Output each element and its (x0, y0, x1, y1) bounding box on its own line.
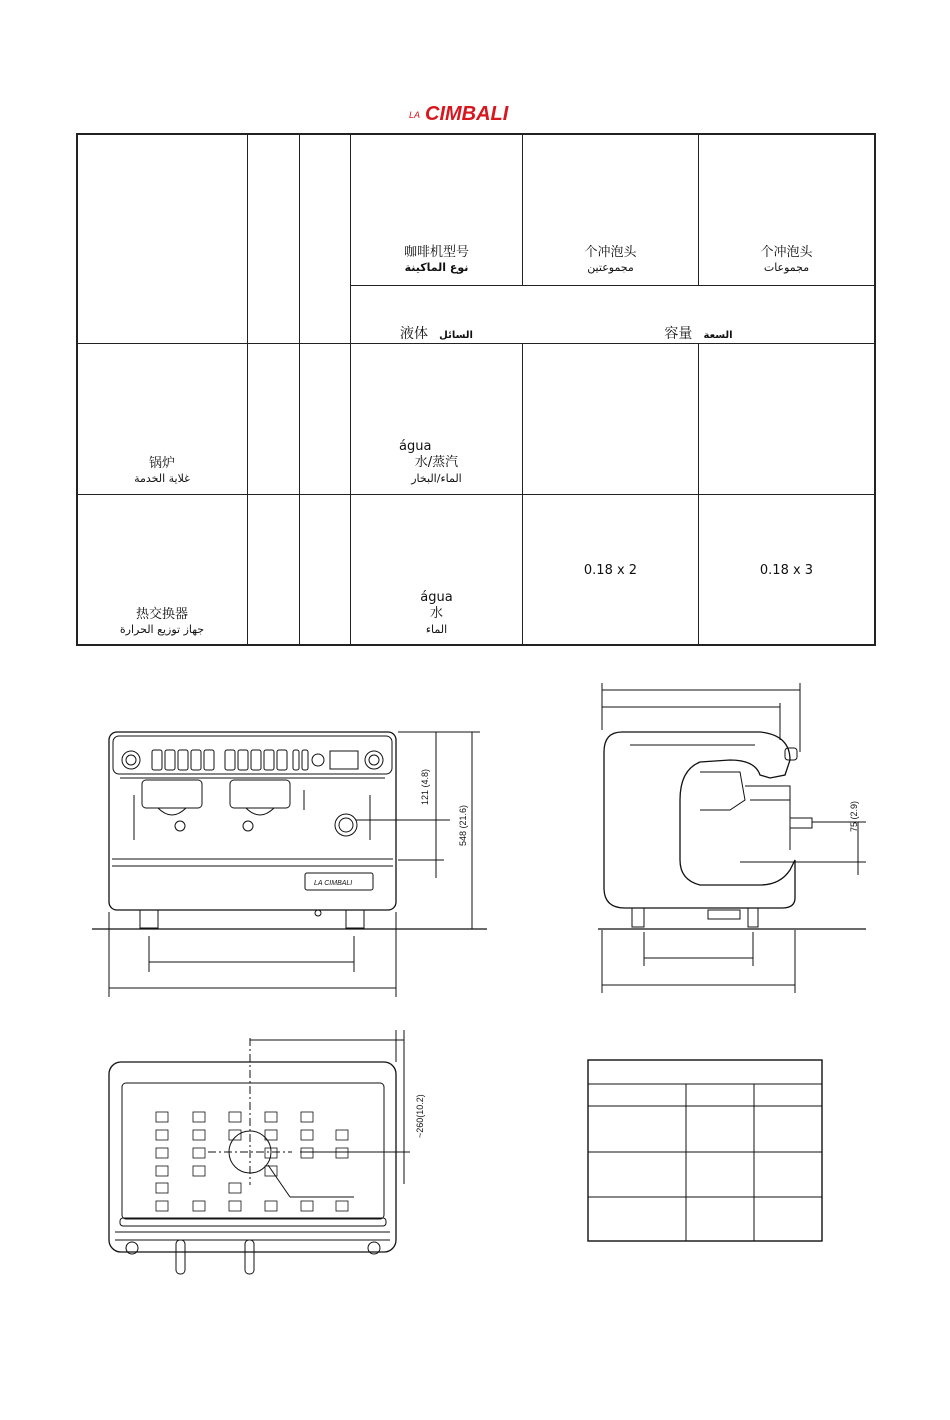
boiler-fluid-zh: 水/蒸汽 (414, 455, 459, 471)
machine-type-zh: 咖啡机型号 (403, 245, 469, 260)
groups2-ar: مجموعتين (587, 261, 634, 275)
hx-fluid-ar: الماء (425, 622, 448, 636)
dim-260: ~260(10.2) (415, 1094, 425, 1138)
svg-text:LA CIMBALI: LA CIMBALI (314, 880, 353, 887)
dim-121: 121 (4.8) (420, 768, 430, 805)
hx-fluid-zh: 水 (429, 606, 443, 622)
boiler-fluid-pt: água (399, 439, 432, 454)
groups2-zh: 个冲泡头 (584, 245, 637, 260)
hx-fluid-pt: água (420, 590, 453, 605)
top-view-drawing (109, 1030, 410, 1274)
groups3-zh: 个冲泡头 (760, 245, 813, 260)
small-grid-table (587, 1059, 823, 1242)
capacity-zh: 容量 (664, 326, 693, 342)
groups3-ar: مجموعات (763, 261, 810, 275)
side-view-drawing (602, 683, 866, 993)
dim-75: 75 (2.9) (849, 800, 859, 832)
dim-548: 548 (21.6) (458, 804, 468, 846)
logo-name: CIMBALI (425, 103, 509, 125)
fluid-zh: 液体 (400, 326, 429, 342)
hx-capacity-3: 0.18 x 3 (759, 563, 814, 578)
fluid-ar: السائل (439, 330, 473, 341)
boiler-ar: غلاية الخدمة (134, 472, 190, 486)
capacity-ar: السعة (703, 330, 733, 341)
boiler-zh: 锅炉 (148, 456, 175, 471)
hx-ar: جهاز توزيع الحرارة (119, 623, 205, 637)
hx-capacity-2: 0.18 x 2 (583, 563, 638, 578)
logo-prefix: LA (409, 110, 421, 120)
boiler-fluid-ar: الماء/البخار (411, 471, 462, 485)
machine-type-ar: نوع الماكينة (404, 261, 469, 275)
hx-zh: 热交换器 (135, 607, 188, 622)
